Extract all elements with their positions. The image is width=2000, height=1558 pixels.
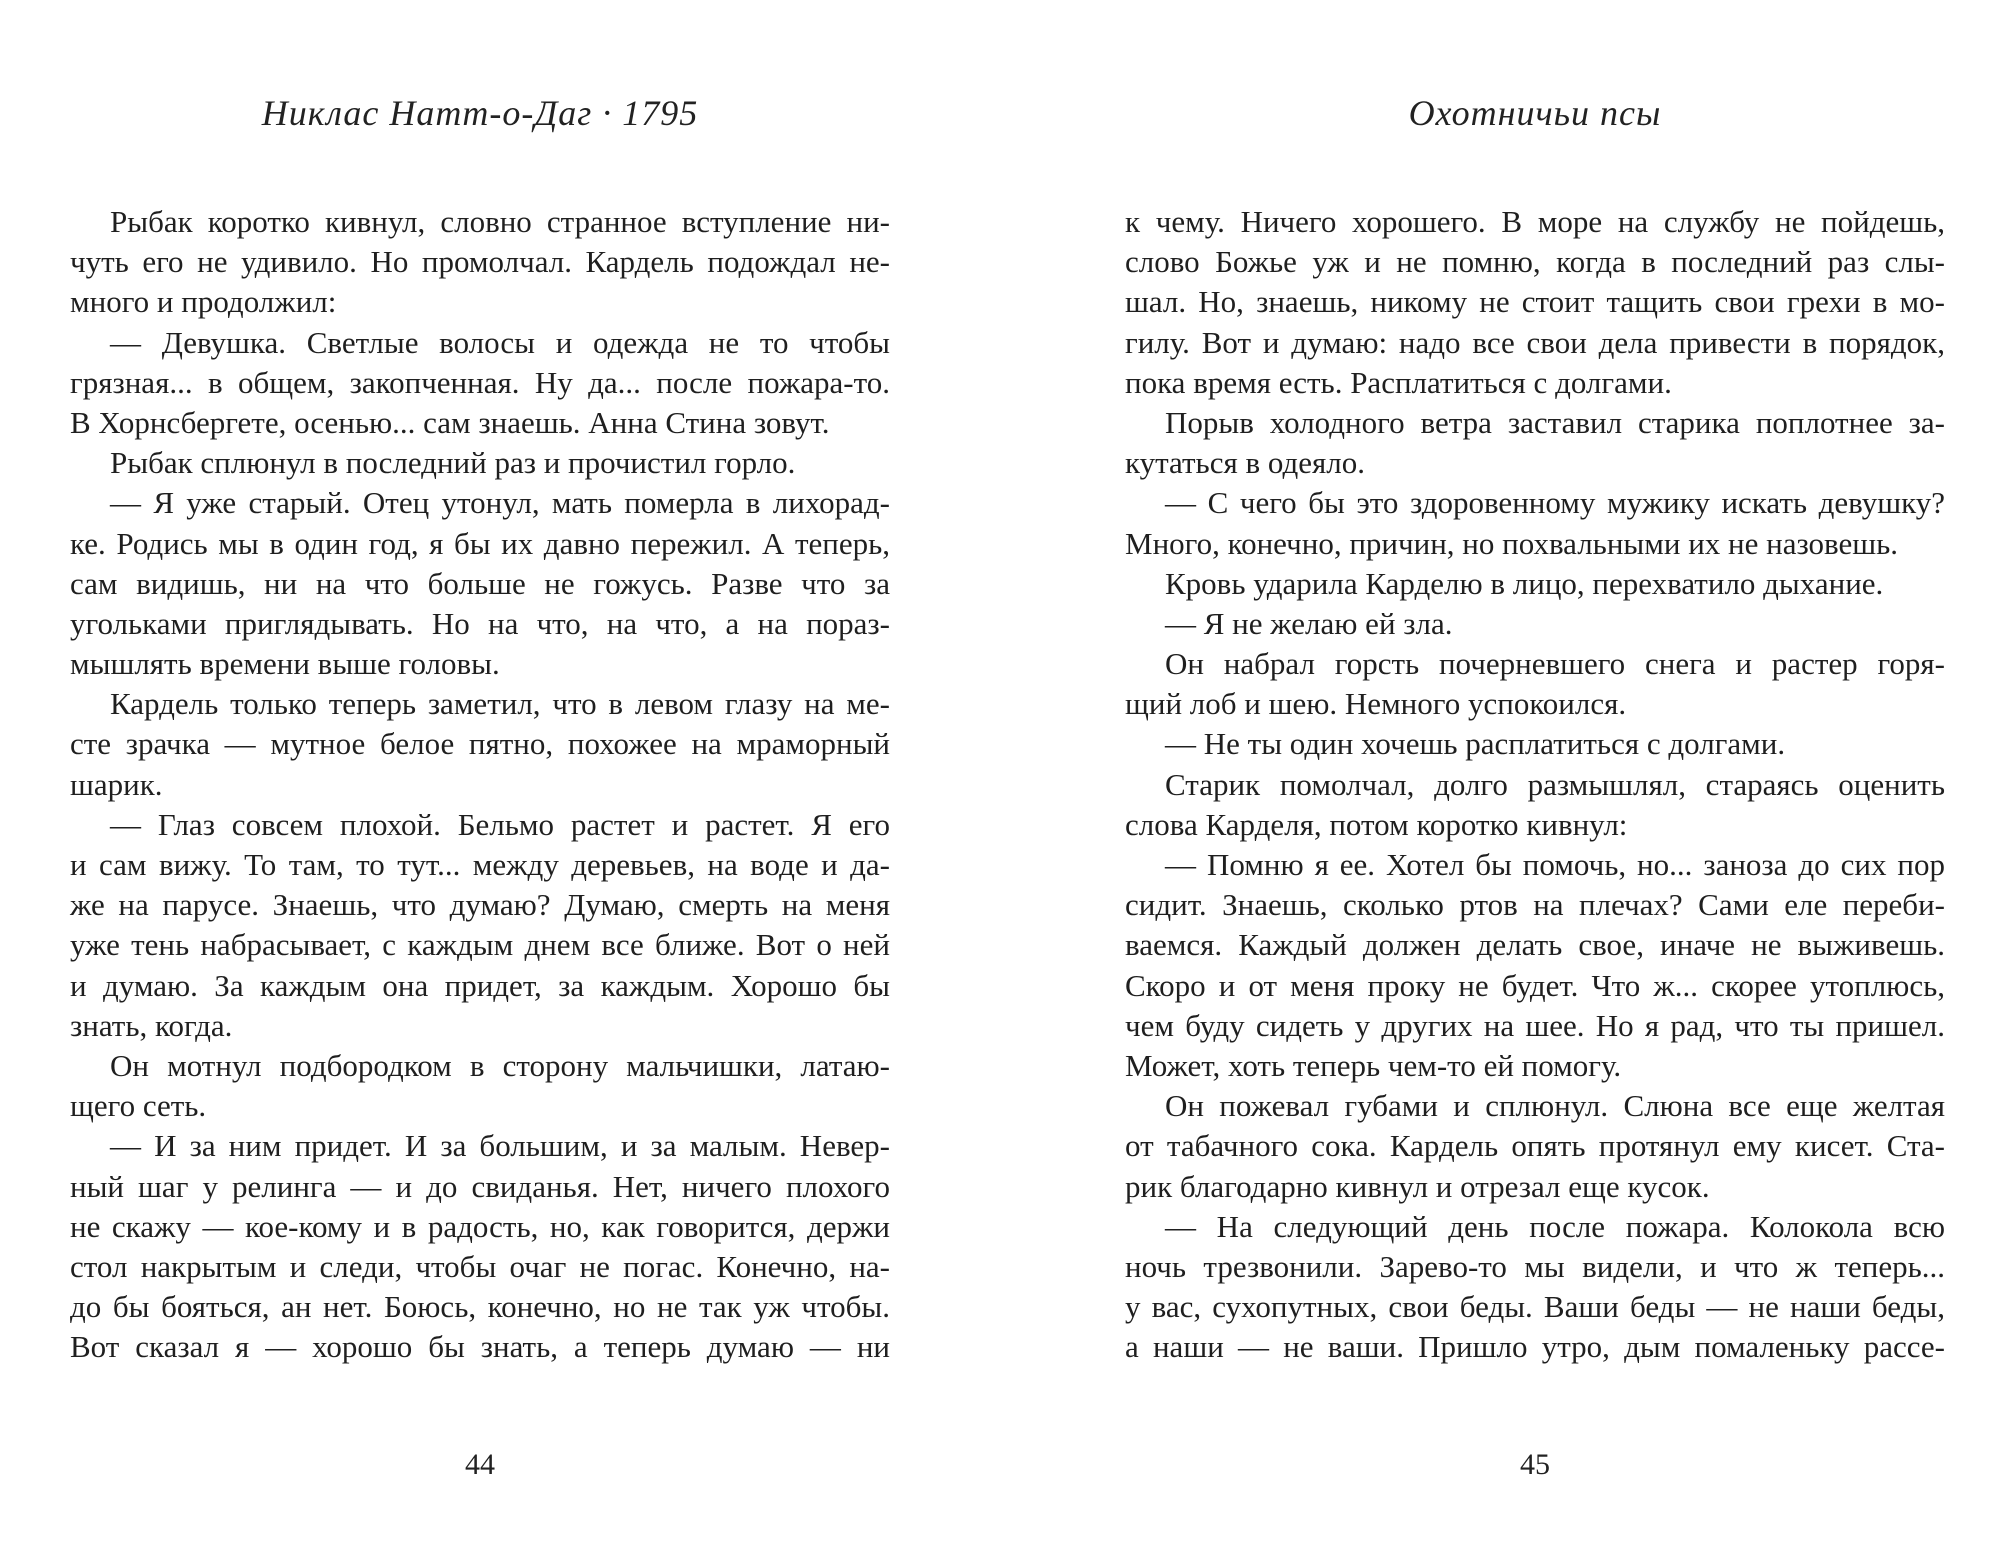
- text-line: — Я не желаю ей зла.: [1165, 605, 1453, 641]
- text-line: рик благодарно кивнул и отрезал еще кусок.: [1125, 1168, 1710, 1204]
- text-line: сидит. Знаешь, сколько ртов на плечах? Сами еле переби-: [1125, 887, 1945, 923]
- right-page-number: 45: [1520, 1448, 1550, 1481]
- text-line: — Помню я ее. Хотел бы помочь, но... заноза до сих пор: [1165, 847, 1945, 882]
- text-line: В Хорнсбергете, осенью... сам знаешь. Анна Стина зовут.: [70, 404, 830, 440]
- left-text-block: [70, 202, 890, 1367]
- text-line: Рыбак сплюнул в последний раз и прочистил горло.: [110, 445, 796, 481]
- text-line: — На следующий день после пожара. Колокола всю: [1165, 1208, 1945, 1244]
- text-line: кутаться в одеяло.: [1125, 445, 1365, 481]
- text-line: к чему. Ничего хорошего. В море на службу не пойдешь,: [1125, 204, 1945, 239]
- text-line: ный шаг у релинга — и до свиданья. Нет, ничего плохого: [70, 1168, 890, 1204]
- text-line: щий лоб и шею. Немного успокоился.: [1125, 686, 1627, 722]
- text-line: — И за ним придет. И за большим, и за малым. Невер-: [110, 1128, 890, 1164]
- text-line: у вас, сухопутных, свои беды. Ваши беды — не наши беды,: [1125, 1289, 1945, 1325]
- text-line: уже тень набрасывает, с каждым днем все ближе. Вот о ней: [70, 927, 890, 963]
- text-line: Старик помолчал, долго размышлял, стараясь оценить: [1165, 766, 1945, 802]
- text-line: ночь трезвонили. Зарево-то мы видели, и что ж теперь...: [1125, 1248, 1945, 1284]
- text-line: не скажу — кое-кому и в радость, но, как говорится, держи: [70, 1208, 890, 1244]
- text-line: пока время есть. Расплатиться с долгами.: [1125, 364, 1672, 400]
- text-line: грязная... в общем, закопченная. Ну да... после пожара-то.: [70, 364, 890, 400]
- text-line: Он набрал горсть почерневшего снега и растер горя-: [1165, 646, 1945, 682]
- text-line: — Девушка. Светлые волосы и одежда не то чтобы: [110, 324, 890, 360]
- text-line: слова Карделя, потом коротко кивнул:: [1125, 806, 1628, 842]
- text-line: щего сеть.: [70, 1088, 207, 1124]
- text-line: Вот сказал я — хорошо бы знать, а теперь думаю — ни: [70, 1329, 890, 1365]
- text-line: Много, конечно, причин, но похвальными их не назовешь.: [1125, 525, 1899, 561]
- right-text-block: [1125, 202, 1945, 1367]
- text-line: чуть его не удивило. Но промолчал. Кардель подождал не-: [70, 244, 890, 280]
- left-page-number: 44: [465, 1448, 495, 1481]
- text-line: сте зрачка — мутное белое пятно, похожее на мраморный: [70, 726, 890, 762]
- text-line: Может, хоть теперь чем-то ей помогу.: [1125, 1047, 1622, 1083]
- text-line: Рыбак коротко кивнул, словно странное вступление ни-: [110, 204, 890, 239]
- text-line: от табачного сока. Кардель опять протянул ему кисет. Ста-: [1125, 1128, 1945, 1164]
- text-line: слово Божье уж и не помню, когда в последний раз слы-: [1125, 244, 1945, 280]
- text-line: сам видишь, ни на что больше не гожусь. Разве что за: [70, 565, 890, 601]
- text-line: Он пожевал губами и сплюнул. Слюна все еще желтая: [1165, 1088, 1945, 1124]
- text-line: — Не ты один хочешь расплатиться с долгами.: [1165, 726, 1786, 762]
- text-line: чем буду сидеть у других на шее. Но я рад, что ты пришел.: [1125, 1007, 1945, 1043]
- text-line: Скоро и от меня проку не будет. Что ж... скорее утоплюсь,: [1125, 967, 1945, 1003]
- text-line: мышлять времени выше головы.: [70, 646, 500, 682]
- text-line: Порыв холодного ветра заставил старика поплотнее за-: [1165, 404, 1945, 440]
- text-line: — С чего бы это здоровенному мужику искать девушку?: [1165, 485, 1945, 521]
- text-line: много и продолжил:: [70, 284, 337, 320]
- text-line: и думаю. За каждым она придет, за каждым. Хорошо бы: [70, 967, 890, 1003]
- text-line: стол накрытым и следи, чтобы очаг не погас. Конечно, на-: [70, 1248, 890, 1284]
- text-line: Кардель только теперь заметил, что в левом глазу на ме-: [110, 686, 890, 722]
- text-line: шарик.: [70, 766, 163, 802]
- left-page: [70, 0, 890, 1558]
- text-line: знать, когда.: [70, 1007, 233, 1043]
- text-line: ваемся. Каждый должен делать свое, иначе не выживешь.: [1125, 927, 1945, 963]
- right-page: [1125, 0, 1945, 1558]
- text-line: угольками приглядывать. Но на что, на что, а на пораз-: [70, 605, 890, 641]
- text-line: Он мотнул подбородком в сторону мальчишки, латаю-: [110, 1047, 890, 1083]
- text-line: же на парусе. Знаешь, что думаю? Думаю, смерть на меня: [70, 887, 890, 923]
- text-line: ке. Родись мы в один год, я бы их давно пережил. А теперь,: [70, 525, 890, 561]
- text-line: а наши — не ваши. Пришло утро, дым помаленьку рассе-: [1125, 1329, 1945, 1365]
- text-line: шал. Но, знаешь, никому не стоит тащить свои грехи в мо-: [1125, 284, 1945, 320]
- text-line: гилу. Вот и думаю: надо все свои дела привести в порядок,: [1125, 324, 1945, 360]
- text-line: — Глаз совсем плохой. Бельмо растет и растет. Я его: [110, 806, 890, 842]
- text-line: — Я уже старый. Отец утонул, мать померла в лихорад-: [110, 485, 890, 521]
- left-running-head: Никлас Натт-о-Даг · 1795: [261, 93, 699, 133]
- text-line: до бы бояться, ан нет. Боюсь, конечно, но не так уж чтобы.: [70, 1289, 890, 1325]
- text-line: и сам вижу. То там, то тут... между деревьев, на воде и да-: [70, 847, 890, 882]
- text-line: Кровь ударила Карделю в лицо, перехватило дыхание.: [1165, 565, 1884, 601]
- right-running-head: Охотничьи псы: [1408, 93, 1662, 133]
